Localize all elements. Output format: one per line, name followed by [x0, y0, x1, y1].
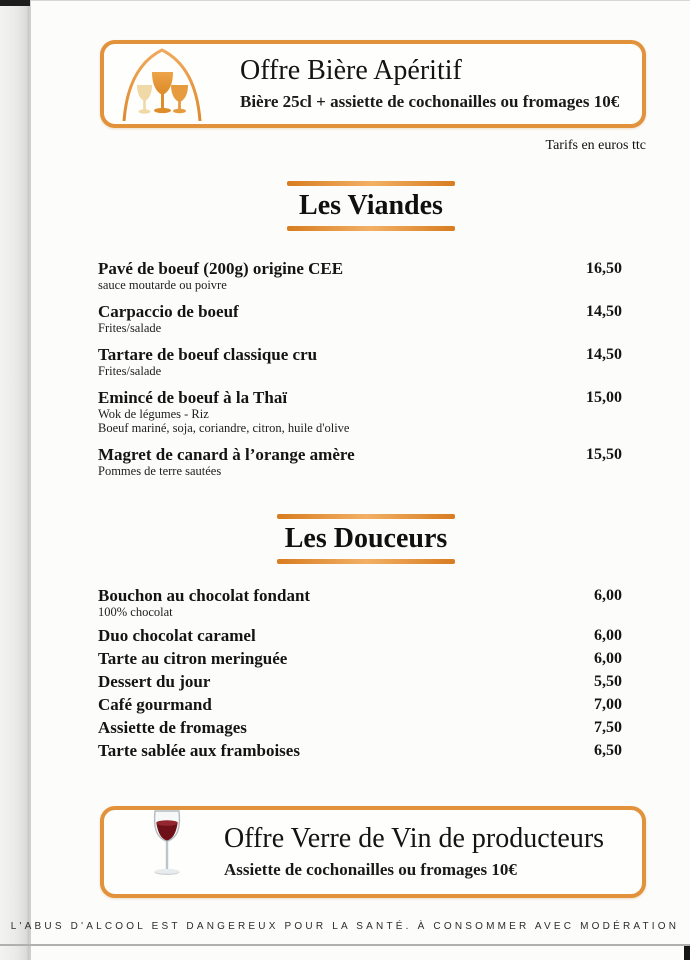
wine-glass-icon [138, 808, 196, 897]
item-name: Assiette de fromages [98, 718, 247, 737]
alcohol-disclaimer: L'ABUS D'ALCOOL EST DANGEREUX POUR LA SANTÉ. À CONSOMMER AVEC MODÉRATION [10, 921, 680, 932]
item-desc: Pommes de terre sautées [98, 464, 222, 478]
section-header-douceurs [277, 514, 455, 564]
item-price: 7,00 [594, 696, 622, 713]
item-price: 16,50 [586, 260, 622, 277]
item-name: Magret de canard à l’orange amère [98, 445, 355, 464]
menu-item [98, 672, 622, 691]
item-name: Emincé de boeuf à la Thaï [98, 388, 288, 407]
beer-glasses-arch-icon [112, 43, 212, 126]
menu-item [98, 445, 622, 478]
menu-item [98, 649, 622, 668]
item-name: Carpaccio de boeuf [98, 302, 239, 321]
item-name: Tartare de boeuf classique cru [98, 345, 318, 364]
menu-item [98, 302, 622, 335]
item-price: 15,00 [586, 389, 622, 406]
scan-edge-bottom-line [0, 944, 690, 946]
menu-item [98, 388, 622, 435]
item-price: 7,50 [594, 719, 622, 736]
douceurs-item-list [98, 586, 622, 764]
scan-bottom-right-mark [684, 946, 690, 960]
menu-item [98, 259, 622, 292]
scan-edge-left-line [29, 0, 31, 960]
wine-offer-box [100, 806, 646, 898]
header-bar-bottom [277, 559, 455, 564]
item-name: Dessert du jour [98, 672, 211, 691]
menu-item [98, 345, 622, 378]
section-title: Les Viandes [299, 190, 443, 221]
item-price: 5,50 [594, 673, 622, 690]
beer-offer-subtitle: Bière 25cl + assiette de cochonailles ou fromages 10€ [240, 92, 620, 111]
viandes-item-list [98, 259, 622, 488]
menu-item [98, 695, 622, 714]
menu-item [98, 718, 622, 737]
item-desc: Frites/salade [98, 364, 162, 378]
header-bar-bottom [287, 226, 455, 231]
section-title: Les Douceurs [284, 523, 448, 554]
item-price: 6,00 [594, 587, 622, 604]
item-name: Tarte sablée aux framboises [98, 741, 300, 760]
item-desc: Wok de légumes - Riz [98, 407, 209, 421]
beer-offer-title: Offre Bière Apéritif [240, 55, 462, 86]
item-name: Duo chocolat caramel [98, 626, 256, 645]
item-desc: sauce moutarde ou poivre [98, 278, 227, 292]
menu-item [98, 741, 622, 760]
wine-offer-subtitle: Assiette de cochonailles ou fromages 10€ [224, 860, 517, 879]
item-price: 14,50 [586, 303, 622, 320]
item-price: 6,50 [594, 742, 622, 759]
item-name: Café gourmand [98, 695, 212, 714]
header-bar-top [277, 514, 455, 519]
item-name: Pavé de boeuf (200g) origine CEE [98, 259, 344, 278]
menu-item [98, 586, 622, 619]
item-price: 6,00 [594, 627, 622, 644]
tarifs-note: Tarifs en euros ttc [545, 138, 646, 153]
item-desc: Boeuf mariné, soja, coriandre, citron, huile d'olive [98, 421, 350, 435]
item-price: 15,50 [586, 446, 622, 463]
item-name: Tarte au citron meringuée [98, 649, 288, 668]
scan-edge-top-line [31, 0, 690, 1]
item-desc: 100% chocolat [98, 605, 173, 619]
item-desc: Frites/salade [98, 321, 162, 335]
wine-offer-title: Offre Verre de Vin de producteurs [224, 823, 605, 854]
item-name: Bouchon au chocolat fondant [98, 586, 311, 605]
header-bar-top [287, 181, 455, 186]
menu-item [98, 626, 622, 645]
scan-corner-mark [0, 0, 30, 6]
item-price: 6,00 [594, 650, 622, 667]
section-header-viandes [287, 181, 455, 231]
item-price: 14,50 [586, 346, 622, 363]
scan-edge-left [0, 0, 29, 960]
beer-offer-box [100, 40, 646, 128]
